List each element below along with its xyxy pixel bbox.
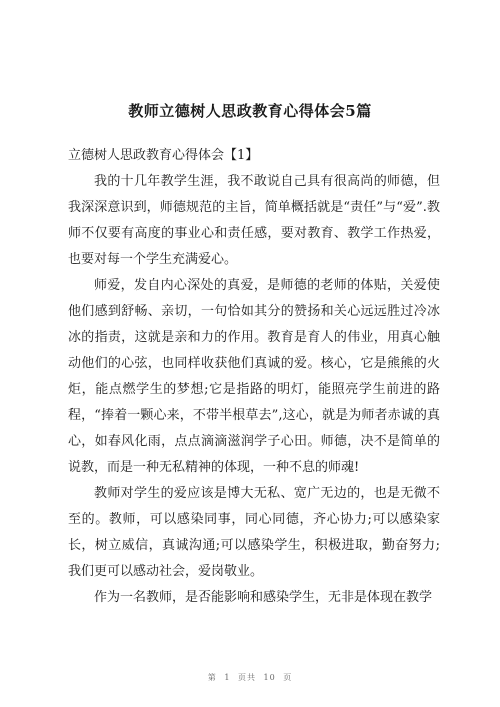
paragraph-2: 师爱，发自内心深处的真爱，是师德的老师的体贴，关爱使他们感到舒畅、亲切，一句恰如其分的赞扬和关心远远胜过冷冰冰的指责，这就是亲和力的作用。教育是育人的伟业，用真心触动他们的心弦，也同样收获他们真诚的爱。核心，它是熊熊的火炬，能点燃学生的梦想;它是指路的明灯，能照亮学生前进的路程，“捧着一颗心来，不带半根草去”,这心，就是为师者赤诚的真心，如春风化雨，点点滴滴滋润学子心田。师德，决不是简单的说教，而是一种无私精神的体现，一种不息的师魂!: [68, 278, 440, 475]
footer-total-pages: 10: [263, 673, 276, 682]
paragraph-3: 教师对学生的爱应该是博大无私、宽广无边的，也是无微不至的。教师，可以感染同事，同心同德，齐心协力;可以感染家长，树立威信，真诚沟通;可以感染学生，积极进取，勤奋努力;我们更可以感动社会，爱岗敬业。: [68, 486, 440, 579]
document-body: [68, 143, 440, 611]
footer-page-number: 1: [224, 673, 231, 682]
document-title: 教师立德树人思政教育心得体会5篇: [128, 102, 372, 120]
paragraph-1: 我的十几年教学生涯，我不敢说自己具有很高尚的师德，但我深深意识到，师德规范的主旨，简单概括就是“责任”与“爱”.教师不仅要有高度的事业心和责任感，要对教育、教学工作热爱，也要对每一个学生充满爱心。: [68, 174, 440, 267]
paragraph-4: 作为一名教师，是否能影响和感染学生，无非是体现在教学: [94, 590, 433, 605]
page-footer: [0, 672, 500, 683]
footer-middle: 页共: [237, 673, 256, 682]
footer-suffix: 页: [283, 673, 293, 682]
section-heading: 立德树人思政教育心得体会【1】: [68, 148, 259, 163]
footer-prefix: 第: [207, 673, 217, 682]
